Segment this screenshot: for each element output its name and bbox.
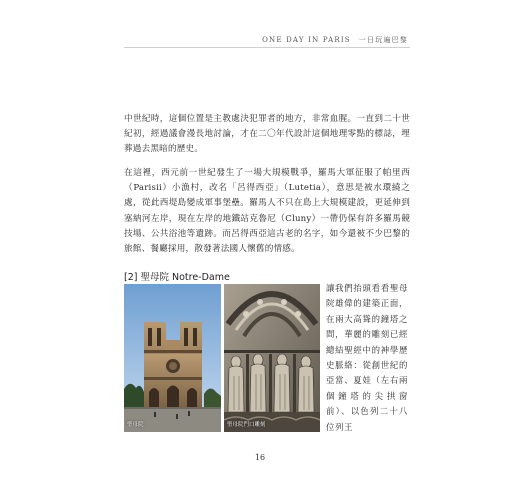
notre-dame-facade-photo: [124, 284, 221, 432]
statues-illustration: [224, 284, 320, 432]
page-number: 16: [254, 453, 266, 462]
photo-caption: 聖母院: [127, 422, 144, 428]
portal-statues-photo: [224, 284, 320, 432]
body-paragraph-2: 在這裡，西元前一世紀發生了一場大規模戰爭，羅馬大軍征服了帕里西（Parisii）小漁村，改名「呂得西亞」（Lutetia），意思是被水環繞之處，從此西堤島變成軍事堡壘。羅馬人不只在島上大規模建設，更延伸到塞納河左岸，現在左岸的地鐵站克魯尼（Cluny）一帶仍保有許多羅馬競技場、公共浴池等遺跡。而呂得西亞這古老的名字，如今還被不少巴黎的旅館、餐廳採用，散發著法國人懷舊的情感。: [124, 168, 410, 255]
section-side-text: 讓我們抬頭看看聖母院雄偉的建築正面，在兩大高聳的鐘塔之間，華麗的雕刻已經總結聖經中的神學歷史脈絡：從創世紀的亞當、夏娃（左右兩個鐘塔的尖拱窗前）、以色列二十八位列王: [326, 283, 408, 432]
body-paragraph-1: 中世紀時，這個位置是主教處決犯罪者的地方，非常血腥。一直到二十世紀初，經過議會漫長地討論，才在二〇年代設計這個地理零點的標誌，埋葬過去黑暗的歷史。: [124, 114, 410, 155]
book-subtitle: 一日玩遍巴黎: [358, 36, 408, 44]
section-title: [2] 聖母院 Notre-Dame: [124, 272, 230, 283]
photo-caption: 聖母院門口雕刻: [227, 422, 266, 428]
book-title: ONE DAY IN PARIS: [262, 36, 351, 44]
facade-illustration: [124, 284, 221, 432]
header-rule: [124, 47, 410, 48]
running-head: [262, 35, 408, 45]
